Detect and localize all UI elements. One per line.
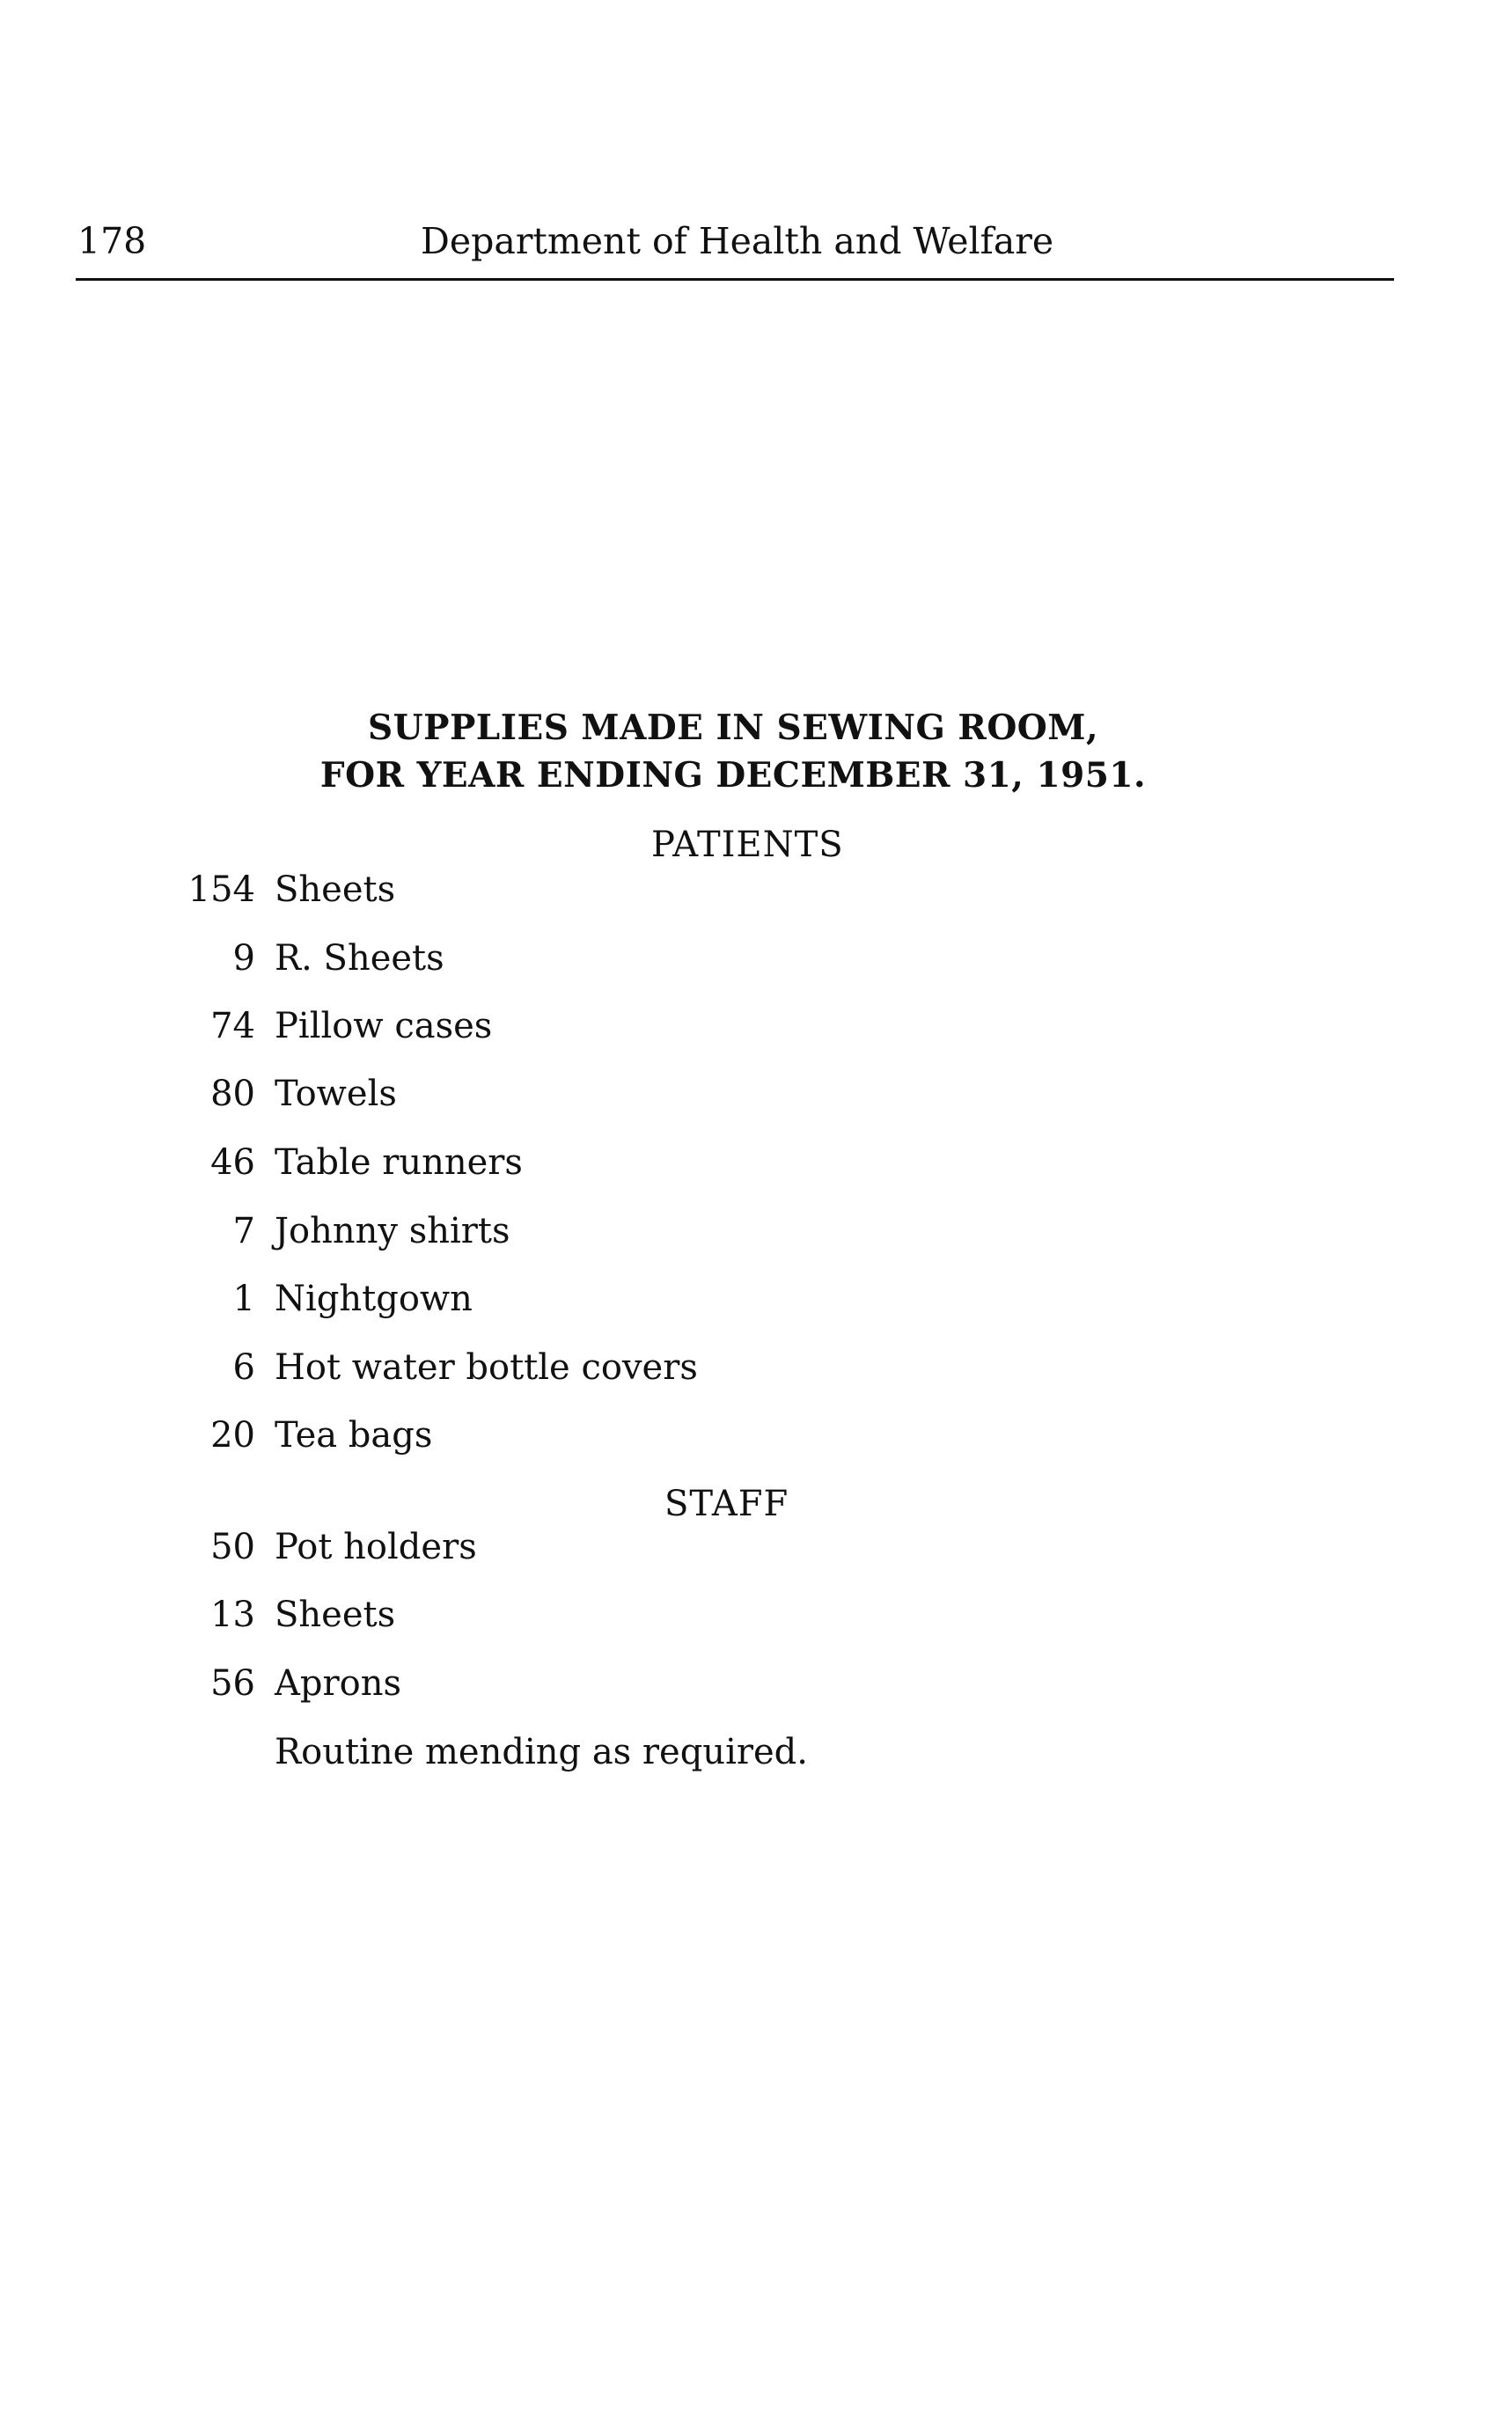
item-quantity: 9 bbox=[232, 938, 255, 979]
item-description: Hot water bottle covers bbox=[275, 1347, 698, 1388]
item-quantity: 6 bbox=[232, 1347, 255, 1388]
item-description: Aprons bbox=[275, 1663, 401, 1704]
header-rule bbox=[76, 278, 1394, 281]
running-head: Department of Health and Welfare bbox=[421, 220, 1054, 262]
item-description: Johnny shirts bbox=[275, 1211, 510, 1251]
section-heading-patients: PATIENTS bbox=[651, 825, 844, 865]
item-quantity: 80 bbox=[210, 1074, 255, 1114]
item-quantity: 1 bbox=[232, 1279, 255, 1319]
item-description: R. Sheets bbox=[275, 938, 444, 979]
closing-note: Routine mending as required. bbox=[275, 1732, 808, 1772]
item-quantity: 50 bbox=[210, 1527, 255, 1567]
item-description: Tea bags bbox=[275, 1415, 433, 1456]
item-quantity: 46 bbox=[210, 1142, 255, 1183]
item-quantity: 74 bbox=[210, 1006, 255, 1046]
report-title-line-1: SUPPLIES MADE IN SEWING ROOM, bbox=[367, 708, 1099, 748]
item-description: Pillow cases bbox=[275, 1006, 493, 1046]
section-heading-staff: STAFF bbox=[664, 1484, 789, 1524]
page-number: 178 bbox=[77, 220, 147, 262]
report-title-line-2: FOR YEAR ENDING DECEMBER 31, 1951. bbox=[319, 755, 1147, 796]
item-description: Nightgown bbox=[275, 1279, 473, 1319]
item-description: Pot holders bbox=[275, 1527, 477, 1567]
item-quantity: 20 bbox=[210, 1415, 255, 1456]
item-quantity: 154 bbox=[187, 869, 255, 910]
item-description: Towels bbox=[275, 1074, 397, 1114]
item-description: Sheets bbox=[275, 869, 396, 910]
item-description: Sheets bbox=[275, 1595, 396, 1635]
item-quantity: 13 bbox=[210, 1595, 255, 1635]
item-quantity: 56 bbox=[210, 1663, 255, 1704]
item-quantity: 7 bbox=[232, 1211, 255, 1251]
item-description: Table runners bbox=[275, 1142, 523, 1183]
